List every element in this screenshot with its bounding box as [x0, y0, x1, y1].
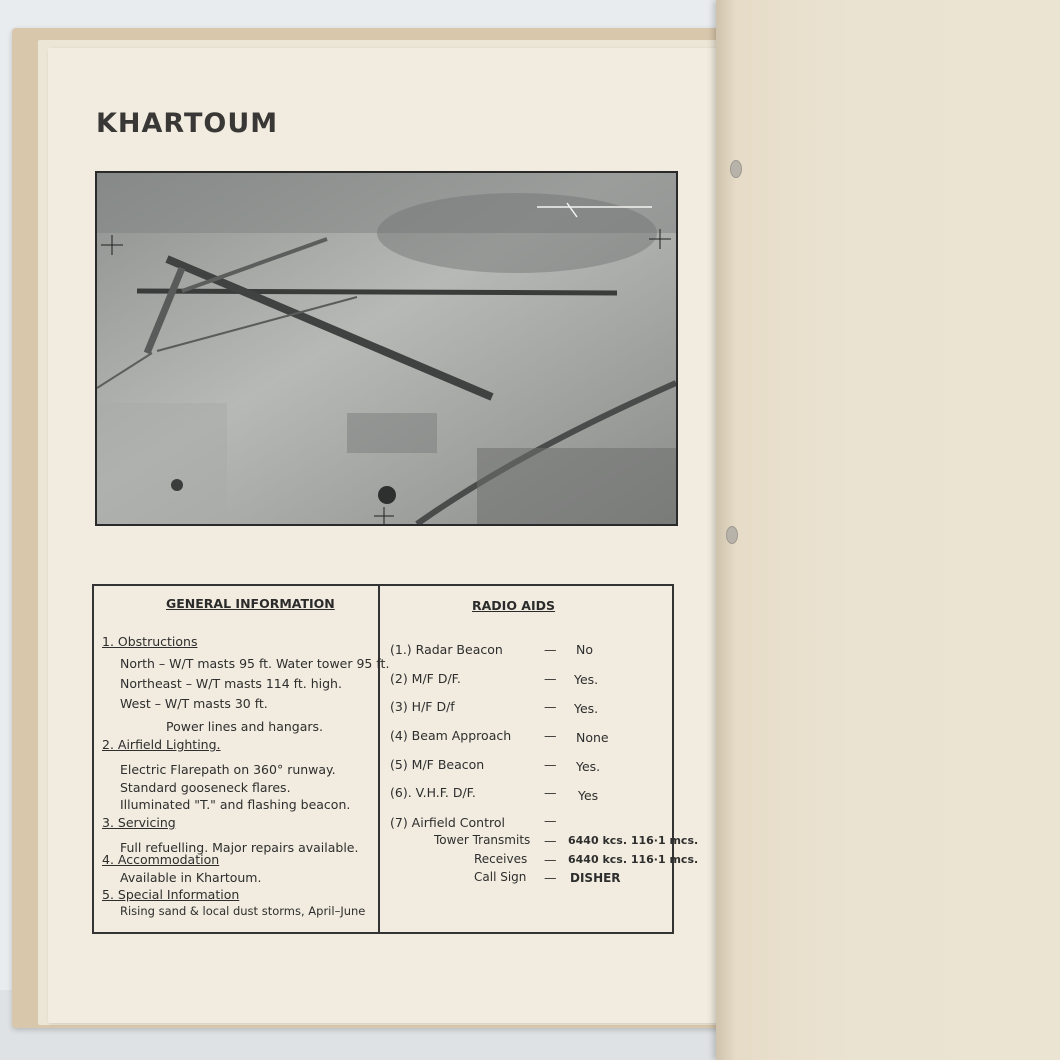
general-information-heading: GENERAL INFORMATION: [166, 596, 335, 611]
control-dash: —: [544, 852, 557, 867]
radio-aid-value: Yes.: [574, 701, 599, 716]
aerial-photo-graphic: [97, 173, 676, 524]
section-servicing: 3. Servicing: [102, 815, 176, 830]
radio-aid-dash: —: [544, 813, 557, 828]
servicing-detail: Full refuelling. Major repairs available.: [120, 840, 359, 855]
lighting-beacon: Illuminated "T." and flashing beacon.: [120, 797, 351, 812]
obstruction-power-lines: Power lines and hangars.: [166, 719, 324, 734]
radio-aid-dash: —: [544, 642, 557, 657]
lighting-flares: Standard gooseneck flares.: [120, 780, 291, 795]
radio-aid-value: No: [576, 642, 593, 657]
obstruction-north: North – W/T masts 95 ft. Water tower 95 ft.: [120, 656, 390, 671]
information-table: [92, 584, 699, 934]
radio-aid-dash: —: [544, 757, 557, 772]
radio-aid-label: (4) Beam Approach: [390, 728, 512, 743]
aerial-photo: [95, 171, 678, 526]
obstruction-west: West – W/T masts 30 ft.: [120, 696, 268, 711]
column-divider: [378, 586, 380, 932]
control-label: Tower Transmits: [434, 833, 531, 847]
accommodation-detail: Available in Khartoum.: [120, 870, 262, 885]
radio-aid-dash: —: [544, 728, 557, 743]
radio-aid-label: (6). V.H.F. D/F.: [390, 785, 476, 800]
section-accommodation: 4. Accommodation: [102, 852, 220, 867]
control-value: 6440 kcs. 116·1 mcs.: [568, 853, 699, 866]
control-dash: —: [544, 870, 557, 885]
obstruction-northeast: Northeast – W/T masts 114 ft. high.: [120, 676, 342, 691]
binder-hole: [730, 160, 742, 178]
page-title: KHARTOUM: [96, 108, 279, 139]
radio-aids-heading: RADIO AIDS: [472, 598, 556, 613]
radio-aid-label: (3) H/F D/f: [390, 699, 455, 714]
control-value: 6440 kcs. 116·1 mcs.: [568, 834, 699, 847]
radio-aid-dash: —: [544, 785, 557, 800]
binder-hole: [726, 526, 738, 544]
special-information-detail: Rising sand & local dust storms, April–June: [120, 904, 366, 918]
section-obstructions: 1. Obstructions: [102, 634, 198, 649]
right-page: [716, 0, 1060, 1060]
control-label: Call Sign: [474, 870, 527, 884]
radio-aid-dash: —: [544, 699, 557, 714]
control-label: Receives: [474, 852, 528, 866]
radio-aid-label: (1.) Radar Beacon: [390, 642, 503, 657]
radio-aid-label: (5) M/F Beacon: [390, 757, 485, 772]
radio-aid-dash: —: [544, 671, 557, 686]
radio-aid-label: (2) M/F D/F.: [390, 671, 461, 686]
lighting-flarepath: Electric Flarepath on 360° runway.: [120, 762, 336, 777]
radio-aid-value: Yes.: [574, 672, 599, 687]
section-special-information: 5. Special Information: [102, 887, 240, 902]
section-airfield-lighting: 2. Airfield Lighting.: [102, 737, 221, 752]
radio-aid-value: None: [576, 730, 609, 745]
radio-aid-value: Yes.: [576, 759, 601, 774]
control-value: DISHER: [570, 871, 621, 885]
radio-aid-value: Yes: [578, 788, 599, 803]
radio-aid-label: (7) Airfield Control: [390, 815, 505, 830]
control-dash: —: [544, 833, 557, 848]
